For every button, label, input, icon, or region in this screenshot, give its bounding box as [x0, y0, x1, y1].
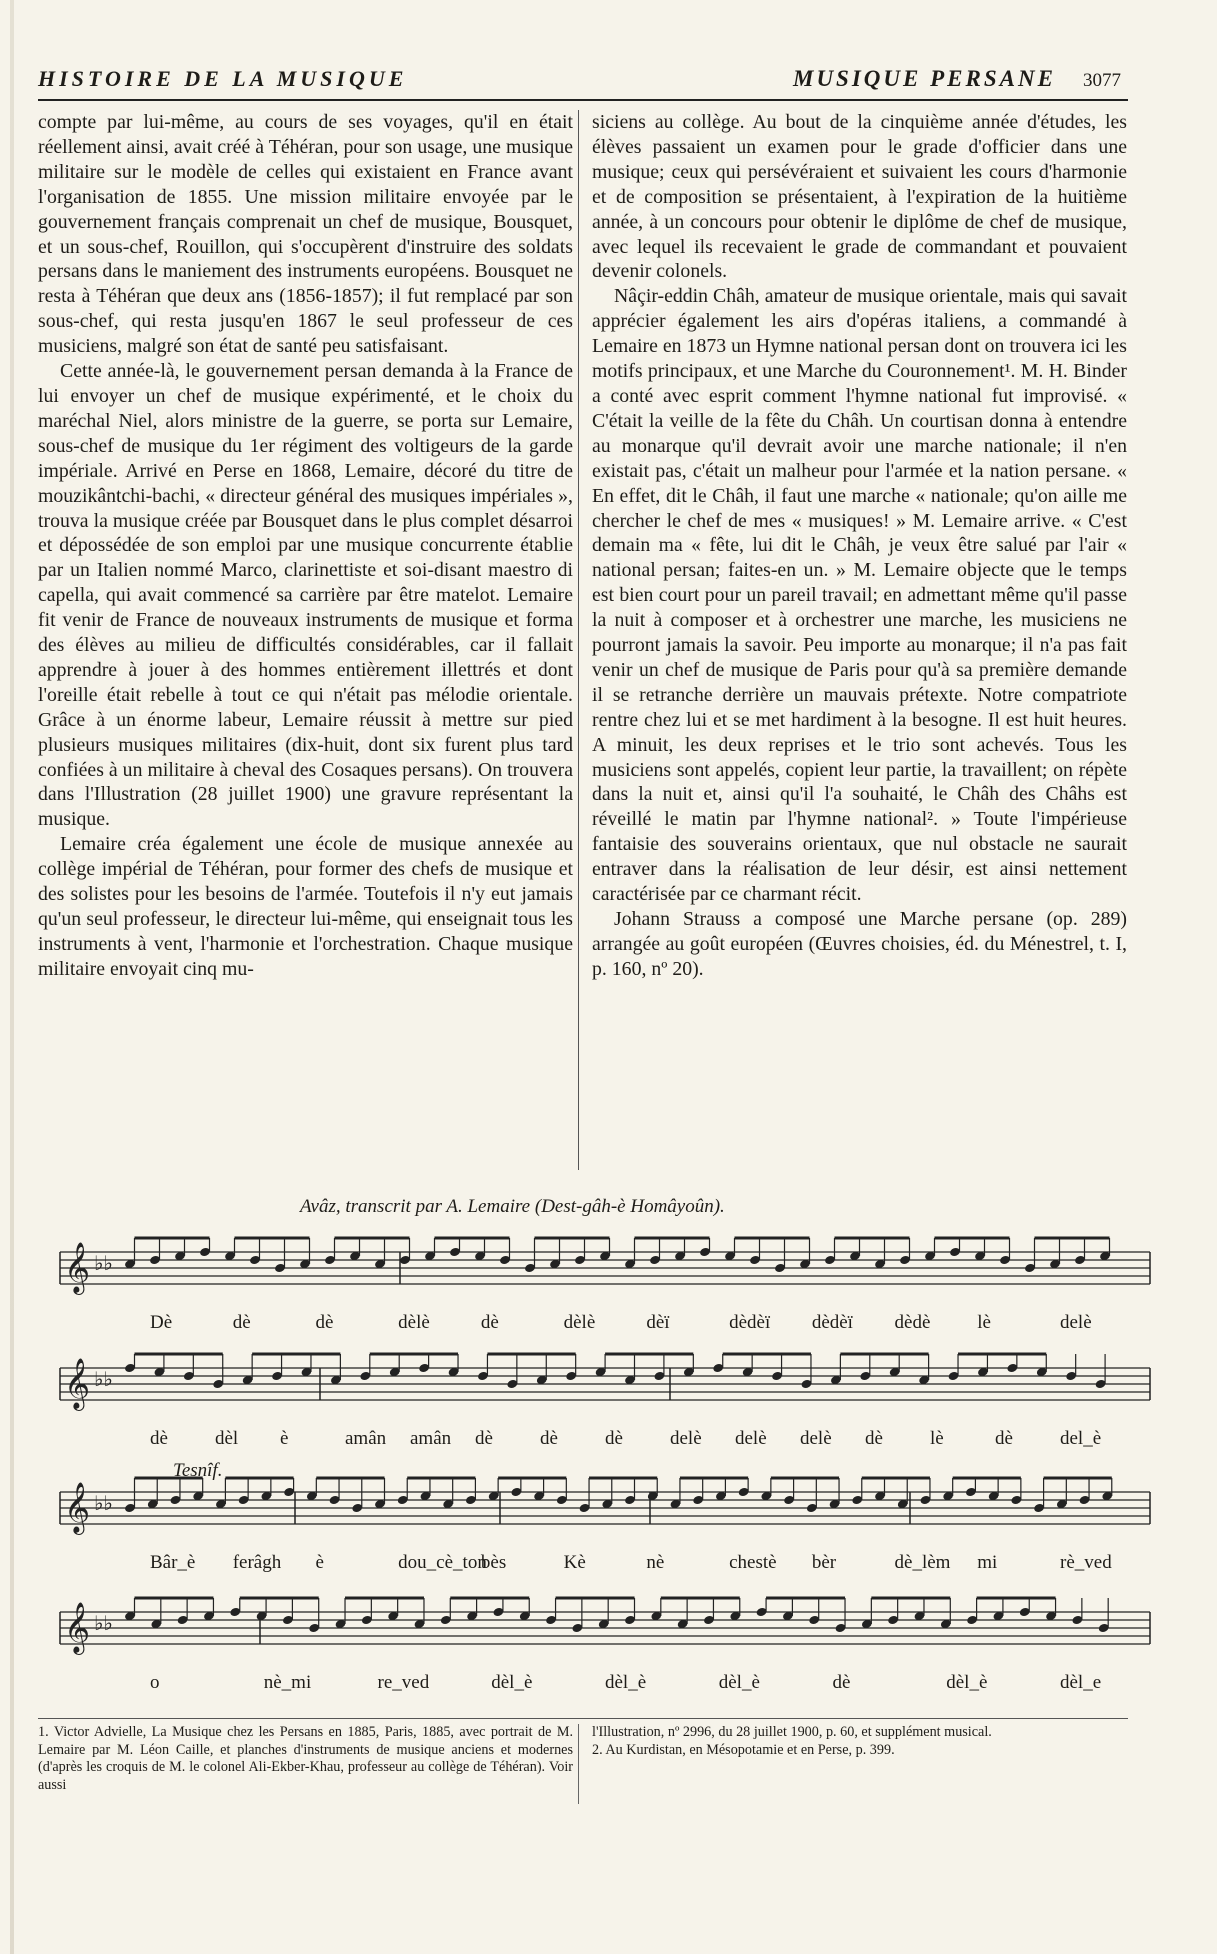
paragraph: Lemaire créa également une école de musique annexée au collège impérial de Téhéran, pour former des chefs de musique et des solistes pour les besoins de l'armée. Toutefois il n'y eut jamais qu'un seul professeur, le directeur lui-même, qui enseignait tous les instruments à vent, l'harmonie et l'orchestration. Chaque musique militaire envoyait cinq mu-	[38, 833, 573, 980]
footnote-1: 1. Victor Advielle, La Musique chez les Persans en 1885, Paris, 1885, avec portrait de M. Lemaire par M. Léon Caille, et planches d'instruments de musique anciens et modernes (d'après les croquis de M. le colonel Ali-Ekber-Khau, professeur au collège de Téhéran). Voir aussi	[38, 1724, 573, 1793]
lyric-syllable: dè	[480, 1312, 499, 1333]
lyric-syllable: dè_lèm	[894, 1552, 951, 1573]
header-rule	[38, 99, 1128, 101]
lyric-syllable: dèl_e	[1060, 1672, 1102, 1693]
lyric-syllable: dèdèï	[811, 1312, 853, 1333]
lyric-syllable: Kè	[563, 1552, 586, 1573]
lyric-syllable: dè	[605, 1428, 623, 1449]
lyric-syllable: dè	[995, 1428, 1013, 1449]
paragraph: Nâçir-eddin Châh, amateur de musique orientale, mais qui savait apprécier également les airs d'opéras italiens, a commandé à Lemaire en 1873 un Hymne national persan dont on trouvera ici les motifs principaux, et une Marche du Couronnement¹. M. H. Binder a conté avec esprit comment l'hymne national fut improvisé. « C'était la veille de la fête du Châh. Un courtisan donna à entendre au monarque qu'il devrait avoir une marche nationale; il n'en existait pas, c'était un malheur pour l'armée et la nation persane. « En effet, dit le Châh, il faut une marche « nationale; qu'on aille me chercher le chef de mes « musiques! » M. Lemaire arrive. « C'est demain ma « fête, lui dit le Châh, je veux être salué par l'air « national persan; faites-en un. » M. Lemaire objecte que le temps est bien court pour un pareil travail; en admettant même qu'il passe la nuit à composer et à orchestrer une marche, les musiciens ne pourront jamais la savoir. Peu importe au monarque; il n'a pas fait venir un chef de musique de Paris pour qu'à sa première demande il se retranche derrière un mauvais prétexte. Notre compatriote rentre chez lui et se met hardiment à la besogne. Il est huit heures. A minuit, les deux reprises et le trio sont achevés. Tous les musiciens sont appelés, copient leur partie, la travaillent; on répète dans la nuit et, ainsi qu'il l'a souhaité, le Châh des Châhs est réveillé le matin par l'hymne national². » Toute l'impérieuse fantaisie des souverains orientaux, que nul obstacle ne saurait entraver dans la réalisation de leur désir, est ainsi nettement caractérisée par ce charmant récit.	[592, 285, 1127, 906]
left-column	[38, 110, 573, 982]
tesnif-label: Tesnîf.	[173, 1460, 223, 1481]
footnote-rule	[38, 1718, 1128, 1719]
paragraph: Cette année-là, le gouvernement persan demanda à la France de lui envoyer un chef de musique expérimenté, et le choix du maréchal Niel, alors ministre de la guerre, se porta sur Lemaire, sous-chef de musique du 1er régiment des voltigeurs de la garde impériale. Arrivé en Perse en 1868, Lemaire, décoré du titre de mouzikântchi-bachi, « directeur général des musiques impériales », trouva la musique créée par Bousquet dans le plus complet désarroi et dépossédée de son emploi par une musique concurrente établie par un Italien nommé Marco, clarinettiste et soi-disant maestro di capella, qui avait commencé sa carrière par être matelot. Lemaire fit venir de France de nouveaux instruments de musique et forma des élèves au milieu de difficultés considérables, car il fallait apprendre à jouer à des hommes entièrement illettrés et dont l'oreille était rebelle à tout ce qui n'était pas mélodie orientale. Grâce à un énorme labeur, Lemaire réussit à mettre sur pied plusieurs musiques militaires (dix-huit, dont six furent plus tard confiées à un militaire à cheval des Cosaques persans). On trouvera dans l'Illustration (28 juillet 1900) une gravure représentant la musique.	[38, 360, 573, 831]
lyric-syllable: dè	[232, 1312, 251, 1333]
lyric-syllable: Dè	[150, 1312, 173, 1333]
lyric-syllable: dè	[832, 1672, 851, 1693]
paragraph: siciens au collège. Au bout de la cinquième année d'études, les élèves passaient un examen pour le grade d'officier dans une musique; ceux qui persévéraient et suivaient les cours d'harmonie et de composition se présentaient, à l'expiration de la huitième année, à un concours pour obtenir le diplôme de chef de musique, avec lequel ils recevaient le grade de commandant et pouvaient devenir colonels.	[592, 111, 1127, 283]
running-head-right: MUSIQUE PERSANE	[793, 66, 1056, 91]
lyric-syllable: bès	[480, 1552, 507, 1573]
lyric-syllable: dè	[475, 1428, 493, 1449]
running-head-left: HISTOIRE DE LA MUSIQUE	[38, 66, 408, 91]
key-signature: ♭♭	[94, 1491, 113, 1515]
lyric-syllable: è	[280, 1428, 289, 1449]
lyric-syllable: amân	[410, 1428, 452, 1449]
music-score	[30, 1220, 1190, 1690]
lyric-syllable: mi	[977, 1552, 998, 1573]
key-signature: ♭♭	[94, 1367, 113, 1391]
lyric-syllable: delè	[670, 1428, 702, 1449]
treble-clef: 𝄞	[64, 1242, 91, 1293]
treble-clef: 𝄞	[64, 1358, 91, 1409]
lyric-syllable: delè	[800, 1428, 832, 1449]
lyric-syllable: lè	[930, 1428, 944, 1449]
lyric-syllable: dèdè	[894, 1312, 931, 1333]
footnote-left	[38, 1724, 573, 1794]
lyric-syllable: chestè	[729, 1552, 777, 1573]
lyric-syllable: dou_cè_ton	[398, 1552, 487, 1573]
footnote-divider	[578, 1724, 579, 1804]
lyric-syllable: dèlè	[563, 1312, 596, 1333]
lyric-syllable: del_è	[1060, 1428, 1102, 1449]
paragraph: Johann Strauss a composé une Marche persane (op. 289) arrangée au goût européen (Œuvres choisies, éd. du Ménestrel, t. I, p. 160, nº 20).	[592, 908, 1127, 980]
lyric-syllable: dè	[315, 1312, 334, 1333]
lyric-syllable: rè_ved	[1060, 1552, 1112, 1573]
lyric-syllable: dèï	[646, 1312, 670, 1333]
lyric-syllable: re_ved	[377, 1672, 430, 1693]
lyric-syllable: amân	[345, 1428, 387, 1449]
footnote-1-continued: l'Illustration, nº 2996, du 28 juillet 1900, p. 60, et supplément musical.	[592, 1724, 992, 1740]
lyric-syllable: dèl_è	[946, 1672, 988, 1693]
column-divider	[578, 110, 579, 1170]
treble-clef: 𝄞	[64, 1482, 91, 1533]
lyric-syllable: dè	[540, 1428, 558, 1449]
lyric-syllable: lè	[977, 1312, 991, 1333]
page-number: 3077	[1083, 70, 1121, 91]
lyric-syllable: dè	[150, 1428, 168, 1449]
key-signature: ♭♭	[94, 1251, 113, 1275]
page-edge-shadow	[10, 0, 14, 1954]
lyric-syllable: dèl	[215, 1428, 239, 1449]
lyric-syllable: ferâgh	[232, 1552, 282, 1573]
lyric-syllable: dèl_è	[491, 1672, 533, 1693]
lyric-syllable: Bâr_è	[150, 1552, 196, 1573]
footnote-2: 2. Au Kurdistan, en Mésopotamie et en Perse, p. 399.	[592, 1741, 895, 1758]
lyric-syllable: dèl_è	[605, 1672, 647, 1693]
lyric-syllable: nè	[646, 1552, 665, 1573]
lyric-syllable: dè	[865, 1428, 883, 1449]
lyric-syllable: delè	[735, 1428, 767, 1449]
paragraph: compte par lui-même, au cours de ses voyages, qu'il en était réellement ainsi, avait créé à Téhéran, pour son usage, une musique militaire sur le modèle de celles qui existaient en France avant l'organisation de 1855. Une mission militaire envoyée par le gouvernement français comprenait un chef de musique, Bousquet, et un sous-chef, Rouillon, qui s'occupèrent d'instruire des soldats persans dans le maniement des instruments européens. Bousquet ne resta à Téhéran que deux ans (1856-1857); il fut remplacé par son sous-chef, qui resta jusqu'en 1867 le seul professeur de ces musiciens, malgré son état de santé peu satisfaisant.	[38, 111, 573, 358]
lyric-syllable: o	[150, 1672, 160, 1693]
lyric-syllable: nè_mi	[263, 1672, 312, 1693]
treble-clef: 𝄞	[64, 1602, 91, 1653]
lyric-syllable: bèr	[811, 1552, 837, 1573]
lyric-syllable: dèl_è	[718, 1672, 760, 1693]
running-head	[38, 66, 1128, 96]
right-column	[592, 110, 1127, 982]
key-signature: ♭♭	[94, 1611, 113, 1635]
footnote-right	[592, 1724, 1127, 1759]
music-caption: Avâz, transcrit par A. Lemaire (Dest-gâh-è Homâyoûn).	[300, 1196, 725, 1217]
lyric-syllable: delè	[1060, 1312, 1092, 1333]
lyric-syllable: è	[315, 1552, 324, 1573]
lyric-syllable: dèdèï	[729, 1312, 771, 1333]
lyric-syllable: dèlè	[398, 1312, 430, 1333]
